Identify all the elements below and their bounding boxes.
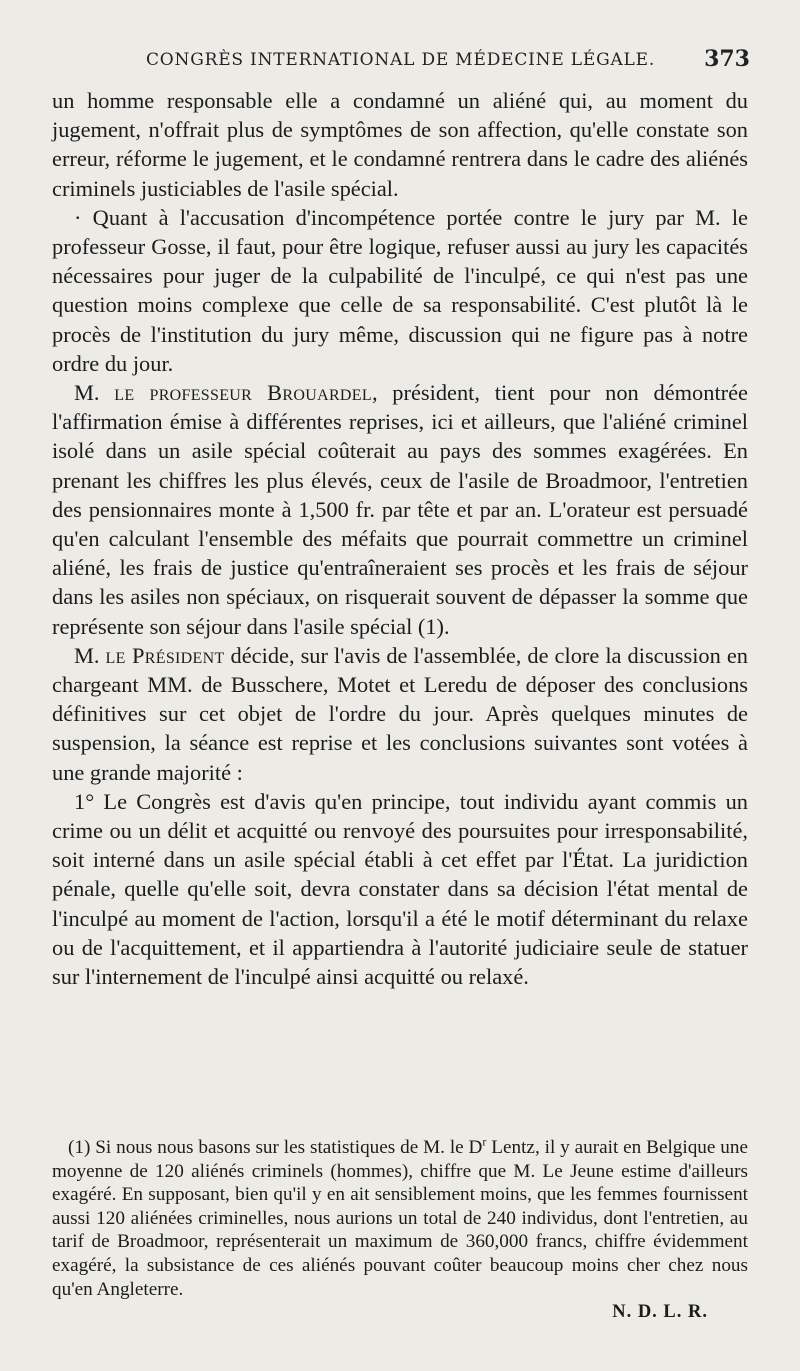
body-text (52, 86, 748, 991)
page-number: 373 (704, 46, 750, 72)
footnotes (52, 1136, 748, 1323)
speaker-title: le professeur (114, 380, 253, 406)
footnote-text-start: Si nous nous basons sur les statistiques de M. le D (90, 1137, 483, 1158)
speaker-title: le (105, 642, 126, 668)
footnote-superscript: r (482, 1134, 487, 1149)
paragraph-5: 1° Le Congrès est d'avis qu'en principe, tout individu ayant commis un crime ou un délit et acquitté ou renvoyé des poursuites pour irresponsabilité, soit interné dans un asile spécial établi à cet effet par l'État. La juridiction pénale, quelle qu'elle soit, devra constater dans sa décision l'état mental de l'inculpé au moment de l'action, lorsqu'il a été le motif déterminant du relaxe ou de l'acquittement, et il appartiendra à l'autorité judiciaire seule de statuer sur l'internement de l'inculpé ainsi acquitté ou relaxé. (52, 788, 748, 990)
running-title: CONGRÈS INTERNATIONAL DE MÉDECINE LÉGALE. (146, 50, 656, 70)
speaker-name: Brouardel (252, 380, 372, 406)
paragraph-2: · Quant à l'accusation d'incompétence portée contre le jury par M. le professeur Gosse, il faut, pour être logique, refuser aussi au jury les capacités nécessaires pour juger de la culpabilité de l'inculpé, ce qui n'est pas une question moins complexe que celle de sa responsabilité. C'est plutôt là le procès de l'institution du jury même, discussion qui ne figure pas à notre ordre du jour. (52, 204, 748, 376)
footnote-signature: N. D. L. R. (612, 1302, 708, 1323)
speaker-name: Président (125, 642, 225, 668)
paragraph-4 (52, 641, 748, 787)
paragraph-3 (52, 378, 748, 641)
footnote-text-end: Lentz, il y aurait en Belgique une moyenne de 120 aliénés criminels (hommes), chiffre que M. Le Jeune estime d'ailleurs exagéré. En supposant, bien qu'il y en ait sensiblement moins, que les femmes fournissent aussi 120 aliénées criminelles, nous aurions un total de 240 individus, dont l'entretien, au tarif de Broadmoor, représenterait un maximum de 360,000 francs, chiffre évidemment exagéré, la subsistance de ces aliénés pouvant coûter beaucoup moins cher chez nous qu'en Angleterre. (52, 1137, 748, 1300)
paragraph-4-text: décide, sur l'avis de l'assemblée, de clore la discussion en chargeant MM. de Busschere, Motet et Leredu de déposer des conclusions définitives sur cet objet de l'ordre du jour. Après quelques minutes de suspension, la séance est reprise et les conclusions suivantes sont votées à une grande majorité : (52, 642, 748, 785)
speaker-prefix: M. (74, 380, 115, 406)
speaker-prefix: M. (74, 642, 106, 668)
paragraph-3-text: , président, tient pour non démontrée l'affirmation émise à différentes reprises, ici et ailleurs, que l'aliéné criminel isolé dans un asile spécial coûterait au pays des sommes exagérées. En prenant les chiffres les plus élevés, ceux de l'asile de Broadmoor, l'entretien des pensionnaires monte à 1,500 fr. par tête et par an. L'orateur est persuadé qu'en calculant l'ensemble des méfaits que pourrait commettre un criminel aliéné, les frais de justice qu'entraîneraient ses procès et les frais de séjour dans les asiles non spéciaux, on risquerait souvent de dépasser la somme que représente son séjour dans l'asile spécial (1). (52, 380, 748, 639)
footnote-1 (52, 1136, 748, 1301)
footnote-marker: (1) (68, 1137, 91, 1158)
paragraph-1: un homme responsable elle a condamné un aliéné qui, au moment du jugement, n'offrait plus de symptômes de son affection, qu'elle constate son erreur, réforme le jugement, et le condamné rentrera dans le cadre des aliénés criminels justiciables de l'asile spécial. (52, 88, 748, 201)
running-header (146, 44, 750, 74)
